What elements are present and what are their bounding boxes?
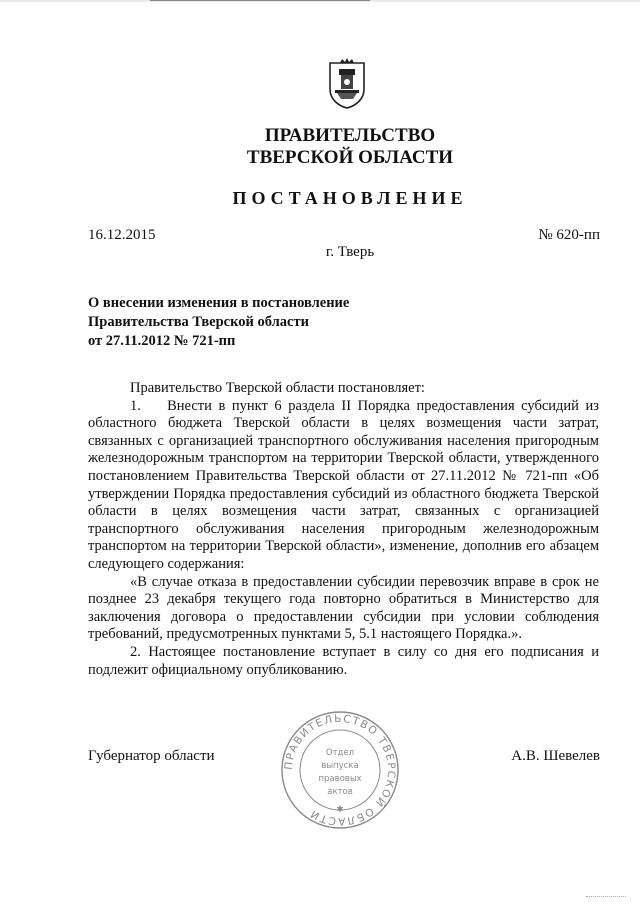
government-title-line1: ПРАВИТЕЛЬСТВО	[264, 125, 436, 146]
stamp-line: Отдел	[325, 748, 355, 758]
document-type-heading: ПОСТАНОВЛЕНИЕ	[232, 188, 468, 208]
body-paragraph-quote: «В случае отказа в предоставлении субсидии перевозчик вправе в срок не позднее 23 декабря текущего года повторно обратиться в Министерство для заключения договора о предоставлении субсидии при условии соблюдения требований, предусмотренных пунктами 5, 5.1 настоящего Порядка.».	[88, 573, 599, 643]
scan-bottom-dots	[586, 893, 626, 897]
document-city: г. Тверь	[325, 244, 375, 260]
body-paragraph-item1: 1. Внести в пункт 6 раздела II Порядка предоставления субсидий из областного бюджета Тверской области в целях возмещения части затрат, связанных с организацией транспортного обслуживания населения пригородным железнодорожным транспортом на территории Тверской области, утвержденного постановлением Правительства Тверской области от 27.11.2012 № 721-пп «Об утверждении Порядка предоставления субсидий из областного бюджета Тверской области в целях возмещения части затрат, связанных с организацией транспортного обслуживания населения пригородным железнодорожным транспортом на территории Тверской области», изменение, дополнив его абзацем следующего содержания:	[88, 397, 599, 572]
body-paragraph-preamble: Правительство Тверской области постановляет:	[130, 380, 425, 396]
stamp-line: выпуска	[321, 761, 359, 771]
document-body	[88, 380, 599, 679]
subject-line: Правительства Тверской области	[88, 314, 309, 330]
document-date: 16.12.2015	[88, 227, 156, 243]
stamp-ring-text: ПРАВИТЕЛЬСТВО ТВЕРСКОЙ ОБЛАСТИ	[282, 712, 398, 828]
subject-line: от 27.11.2012 № 721-пп	[88, 333, 236, 349]
document-subject	[88, 294, 408, 351]
coat-of-arms-icon	[327, 57, 367, 109]
signatory-name: А.В. Шевелев	[511, 748, 600, 764]
stamp-line: актов	[327, 787, 353, 797]
subject-line: О внесении изменения в постановление	[88, 295, 350, 311]
signatory-role: Губернатор области	[88, 748, 215, 764]
scan-top-edge	[0, 0, 640, 2]
government-title-line2: ТВЕРСКОЙ ОБЛАСТИ	[246, 147, 454, 168]
body-paragraph-item2: 2. Настоящее постановление вступает в силу со дня его подписания и подлежит официальному опубликованию.	[88, 643, 599, 678]
document-number: № 620-пп	[538, 227, 600, 243]
stamp-star-icon: ✱	[336, 805, 344, 815]
official-stamp	[278, 708, 402, 832]
stamp-line: правовых	[318, 774, 362, 784]
